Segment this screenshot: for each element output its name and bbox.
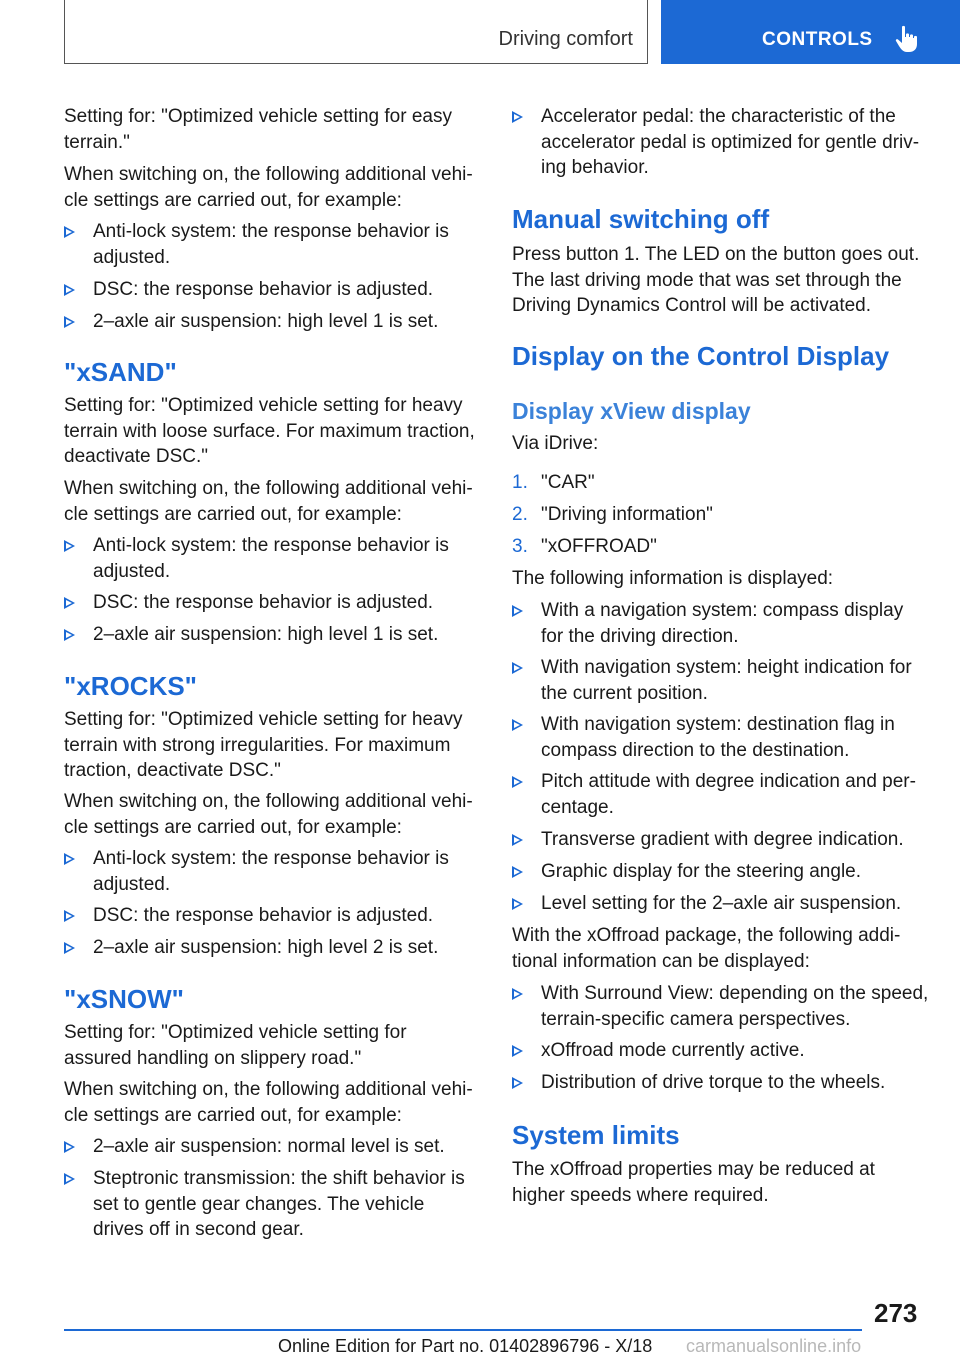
bullet-triangle-icon	[512, 776, 523, 788]
list-item: DSC: the response behavior is adjusted.	[64, 903, 476, 929]
numbered-step: 3. "xOFFROAD"	[512, 536, 657, 557]
bullet-triangle-icon	[64, 316, 75, 328]
xrocks-heading: "xROCKS"	[64, 671, 198, 701]
list-item: Pitch attitude with degree indication and percentage.	[512, 769, 930, 820]
display-control-display-heading: Display on the Control Display	[512, 341, 890, 371]
intro-switching-text: When switching on, the following additional vehicle settings are carried out, for example:	[64, 164, 473, 211]
watermark-text: carmanualsonline.info	[686, 1336, 862, 1356]
bullet-triangle-icon	[64, 540, 75, 552]
via-idrive-text: Via iDrive:	[512, 433, 599, 454]
page-number: 273	[874, 1298, 918, 1328]
following-info-text: The following information is displayed:	[512, 568, 834, 589]
bullet-triangle-icon	[512, 1077, 523, 1089]
xrocks-switching-text: When switching on, the following additional vehicle settings are carried out, for example:	[64, 791, 473, 838]
header-section-title: Driving comfort	[498, 28, 633, 50]
header-tab-label: CONTROLS	[762, 29, 873, 50]
bullet-triangle-icon	[64, 853, 75, 865]
list-item: Steptronic transmission: the shift behavior is set to gentle gear changes. The vehicle drives off in second gear.	[64, 1166, 476, 1243]
list-item: 2–axle air suspension: high level 2 is set.	[64, 935, 476, 961]
xsnow-setting-text: Setting for: "Optimized vehicle setting for assured handling on slippery road."	[64, 1022, 407, 1069]
footer-divider	[64, 1329, 862, 1331]
system-limits-heading: System limits	[512, 1120, 680, 1150]
list-item: Anti-lock system: the response behavior is adjusted.	[64, 219, 476, 270]
list-item: Accelerator pedal: the characteristic of the accelerator pedal is optimized for gentle driving behavior.	[512, 104, 930, 181]
xsnow-heading: "xSNOW"	[64, 984, 184, 1014]
xoffroad-package-text: With the xOffroad package, the following additional information can be displayed:	[512, 925, 901, 972]
list-item: With navigation system: height indication for the current position.	[512, 655, 930, 706]
bullet-triangle-icon	[64, 942, 75, 954]
bullet-triangle-icon	[512, 111, 523, 123]
bullet-triangle-icon	[512, 1045, 523, 1057]
pointing-hand-icon	[893, 24, 923, 54]
bullet-triangle-icon	[64, 1141, 75, 1153]
xsand-switching-text: When switching on, the following additional vehicle settings are carried out, for example:	[64, 478, 473, 525]
xsand-setting-text: Setting for: "Optimized vehicle setting for heavy terrain with loose surface. For maximum traction, deactivate DSC."	[64, 395, 475, 467]
header-tab-controls	[661, 0, 960, 64]
bullet-triangle-icon	[512, 898, 523, 910]
list-item: Graphic display for the steering angle.	[512, 859, 930, 885]
list-item: xOffroad mode currently active.	[512, 1038, 930, 1064]
xsand-heading: "xSAND"	[64, 357, 177, 387]
list-item: Anti-lock system: the response behavior is adjusted.	[64, 533, 476, 584]
bullet-triangle-icon	[64, 597, 75, 609]
bullet-triangle-icon	[512, 719, 523, 731]
bullet-triangle-icon	[64, 284, 75, 296]
xview-display-heading: Display xView display	[512, 398, 751, 424]
bullet-triangle-icon	[512, 988, 523, 1000]
bullet-triangle-icon	[512, 662, 523, 674]
manual-switching-off-text: Press button 1. The LED on the button goes out. The last driving mode that was set through the Driving Dynamics Control will be activated.	[512, 244, 920, 316]
numbered-step: 2. "Driving information"	[512, 504, 713, 525]
list-item: DSC: the response behavior is adjusted.	[64, 277, 476, 303]
bullet-triangle-icon	[64, 1173, 75, 1185]
bullet-triangle-icon	[512, 834, 523, 846]
manual-switching-off-heading: Manual switching off	[512, 204, 770, 234]
list-item: 2–axle air suspension: high level 1 is set.	[64, 309, 476, 335]
bullet-triangle-icon	[64, 629, 75, 641]
xrocks-setting-text: Setting for: "Optimized vehicle setting for heavy terrain with strong irregularities. For maximum traction, deactivate DSC."	[64, 709, 463, 781]
list-item: With navigation system: destination flag in compass direction to the destination.	[512, 712, 930, 763]
intro-setting-text: Setting for: "Optimized vehicle setting for easy terrain."	[64, 106, 452, 153]
list-item: 2–axle air suspension: normal level is set.	[64, 1134, 476, 1160]
bullet-triangle-icon	[64, 226, 75, 238]
numbered-step: 1. "CAR"	[512, 472, 595, 493]
bullet-triangle-icon	[512, 605, 523, 617]
list-item: Distribution of drive torque to the wheels.	[512, 1070, 930, 1096]
bullet-triangle-icon	[64, 910, 75, 922]
list-item: With a navigation system: compass display for the driving direction.	[512, 598, 930, 649]
header-box	[64, 0, 648, 64]
list-item: 2–axle air suspension: high level 1 is set.	[64, 622, 476, 648]
xsnow-switching-text: When switching on, the following additional vehicle settings are carried out, for example:	[64, 1079, 473, 1126]
list-item: With Surround View: depending on the speed, terrain-specific camera perspectives.	[512, 981, 930, 1032]
bullet-triangle-icon	[512, 866, 523, 878]
system-limits-text: The xOffroad properties may be reduced at higher speeds where required.	[512, 1159, 875, 1206]
list-item: Transverse gradient with degree indication.	[512, 827, 930, 853]
list-item: DSC: the response behavior is adjusted.	[64, 590, 476, 616]
list-item: Level setting for the 2–axle air suspension.	[512, 891, 930, 917]
footer-edition-text: Online Edition for Part no. 01402896796 - X/18	[278, 1336, 653, 1356]
list-item: Anti-lock system: the response behavior is adjusted.	[64, 846, 476, 897]
